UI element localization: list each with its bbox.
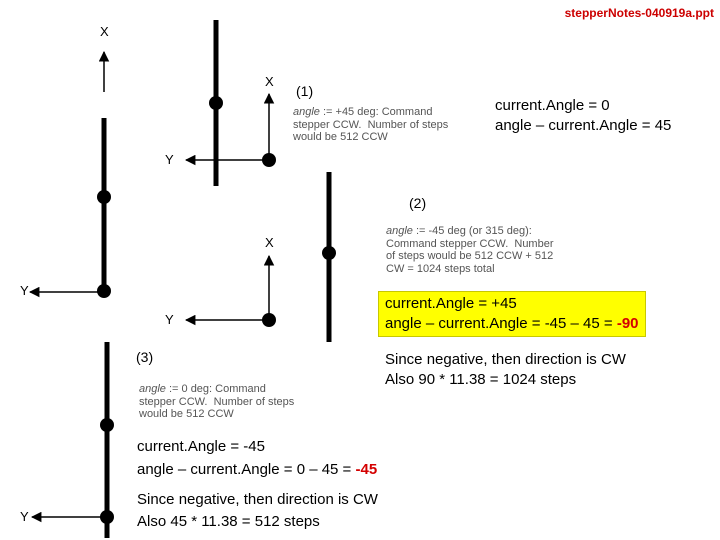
step-3-steps: Also 45 * 11.38 = 512 steps — [137, 513, 320, 530]
y-axis-label-1: Y — [165, 152, 174, 167]
step-2-note — [386, 225, 554, 275]
step-3-direction: Since negative, then direction is CW — [137, 491, 378, 508]
step-2-note-rest: := -45 deg (or 315 deg): — [412, 225, 532, 237]
step-3-note-rest: := 0 deg: Command — [165, 383, 266, 395]
step-3-number: (3) — [136, 349, 154, 365]
step-1-note-line3: would be 512 CCW — [293, 131, 388, 143]
step-3-difference-prefix: angle – current.Angle = 0 – 45 = — [137, 461, 356, 478]
step-2-difference-result: -90 — [616, 315, 639, 332]
y-axis-label-bottom: Y — [20, 509, 29, 524]
y-axis-label-2: Y — [165, 312, 174, 327]
step-1-note-line2: stepper CCW. Number of steps — [293, 118, 449, 131]
shaft-joint-4a — [100, 418, 114, 432]
step-2-highlight-box — [378, 291, 646, 337]
step-2-direction: Since negative, then direction is CW — [385, 351, 626, 368]
step-1-note-rest: := +45 deg: Command — [319, 106, 433, 118]
step-3-difference-result: -45 — [355, 461, 378, 478]
step-1-current-angle: current.Angle = 0 — [495, 97, 610, 114]
step-2-note-line3: of steps would be 512 CCW + 512 — [386, 250, 554, 262]
origin-dot-1 — [262, 153, 276, 167]
shaft-joint-1 — [209, 96, 223, 110]
y-axis-label-left: Y — [20, 283, 29, 298]
step-1-number: (1) — [296, 83, 314, 99]
step-3-note-line2: stepper CCW. Number of steps — [139, 395, 295, 408]
step-3-note-var: angle — [139, 383, 166, 395]
origin-dot-2 — [262, 313, 276, 327]
step-3-note — [139, 383, 294, 421]
step-3-current-angle: current.Angle = -45 — [137, 438, 265, 455]
step-3-difference — [137, 460, 377, 480]
x-axis-label-top: X — [100, 24, 109, 39]
step-2-difference — [385, 314, 639, 334]
step-3-note-line3: would be 512 CCW — [139, 408, 234, 420]
step-2-note-var: angle — [386, 225, 413, 237]
step-1-note — [293, 106, 448, 144]
step-2-steps: Also 90 * 11.38 = 1024 steps — [385, 371, 577, 388]
file-label: stepperNotes-040919a.ppt — [564, 6, 714, 20]
x-axis-label-2: X — [265, 235, 274, 250]
step-2-current-angle: current.Angle = +45 — [385, 295, 517, 312]
x-axis-label-1: X — [265, 74, 274, 89]
step-2-note-line2: Command stepper CCW. Number — [386, 237, 554, 250]
step-2-note-line4: CW = 1024 steps total — [386, 262, 495, 275]
shaft-joint-2a — [97, 190, 111, 204]
step-1-note-var: angle — [293, 106, 320, 118]
step-1-difference: angle – current.Angle = 45 — [495, 117, 672, 134]
shaft-joint-3 — [322, 246, 336, 260]
shaft-joint-2b — [97, 284, 111, 298]
step-2-difference-prefix: angle – current.Angle = -45 – 45 = — [385, 315, 617, 332]
shaft-joint-4b — [100, 510, 114, 524]
step-2-number: (2) — [409, 195, 427, 211]
